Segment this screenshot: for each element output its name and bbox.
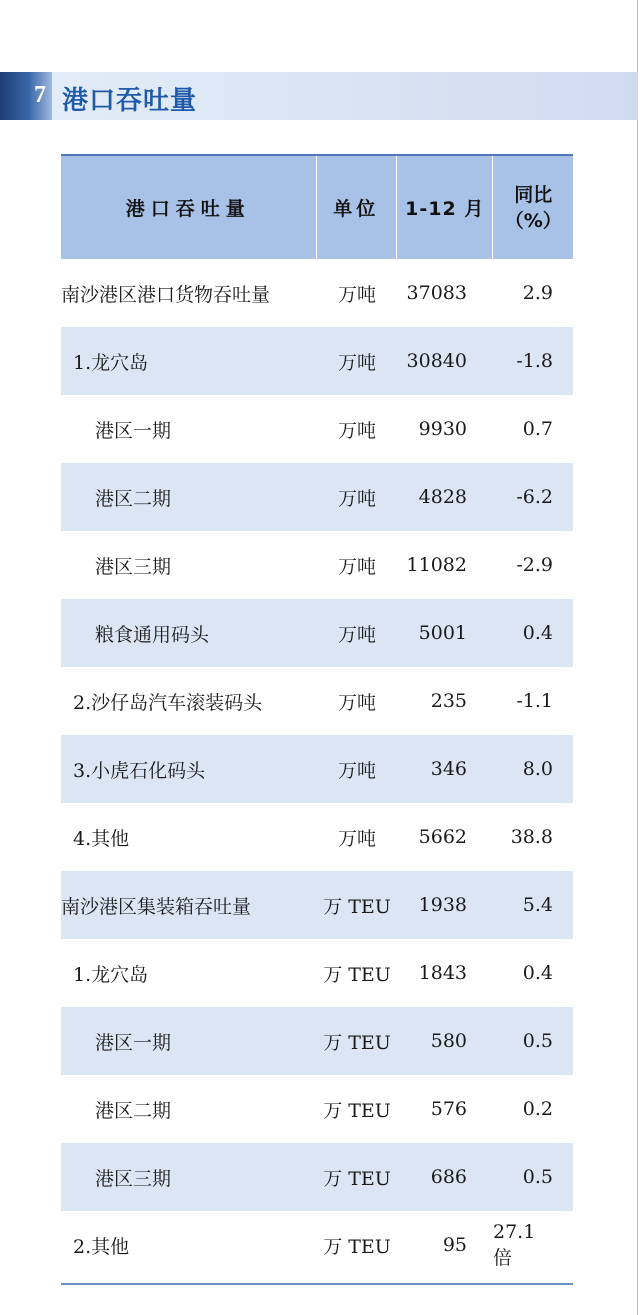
row-item: 1.龙穴岛 <box>73 351 149 374</box>
row-item: 港区三期 <box>95 555 172 578</box>
table-row <box>61 395 573 463</box>
row-yoy: 5.4 <box>522 894 553 916</box>
row-item: 3.小虎石化码头 <box>73 759 206 782</box>
row-unit: 万吨 <box>337 487 376 510</box>
row-value: 686 <box>430 1166 467 1188</box>
row-item: 2.其他 <box>73 1235 130 1258</box>
header-yoy <box>493 156 573 259</box>
table-row <box>61 1007 573 1075</box>
header-unit: 单位 <box>317 156 398 259</box>
row-value: 576 <box>430 1098 467 1120</box>
table-row <box>61 667 573 735</box>
page-edge-rule <box>637 0 638 1315</box>
table-row <box>61 939 573 1007</box>
row-yoy: 0.4 <box>522 962 553 984</box>
table-row <box>61 1075 573 1143</box>
row-yoy: 0.7 <box>522 418 553 440</box>
row-item: 港区二期 <box>95 487 172 510</box>
row-item: 2.沙仔岛汽车滚装码头 <box>73 691 263 714</box>
table-row <box>61 463 573 531</box>
row-yoy: -1.1 <box>516 690 553 712</box>
row-value: 580 <box>430 1030 467 1052</box>
table-row <box>61 599 573 667</box>
row-item: 1.龙穴岛 <box>73 963 149 986</box>
header-period: 1-12 月 <box>397 156 493 259</box>
section-number: 7 <box>34 82 46 108</box>
row-unit: 万吨 <box>337 283 376 306</box>
row-unit: 万吨 <box>337 623 376 646</box>
row-unit: 万吨 <box>337 555 376 578</box>
row-item: 南沙港区集装箱吞吐量 <box>61 895 252 918</box>
header-yoy-line2: （%） <box>504 209 562 232</box>
row-value: 30840 <box>406 350 467 372</box>
row-unit: 万吨 <box>337 759 376 782</box>
section-tab <box>0 72 52 120</box>
row-yoy: 38.8 <box>510 826 553 848</box>
row-unit: 万 TEU <box>323 1167 391 1190</box>
row-value: 9930 <box>418 418 467 440</box>
row-unit: 万吨 <box>337 419 376 442</box>
row-value: 5662 <box>418 826 467 848</box>
row-unit: 万 TEU <box>323 1235 391 1258</box>
section-title: 港口吞吐量 <box>62 86 198 116</box>
row-yoy: 0.4 <box>522 622 553 644</box>
row-value: 4828 <box>418 486 467 508</box>
row-value: 346 <box>430 758 467 780</box>
row-yoy: -6.2 <box>516 486 553 508</box>
table-row <box>61 531 573 599</box>
row-yoy: 2.9 <box>522 282 553 304</box>
row-item: 港区一期 <box>95 419 172 442</box>
row-value: 235 <box>430 690 467 712</box>
table-row <box>61 1143 573 1211</box>
row-item: 港区三期 <box>95 1167 172 1190</box>
row-unit: 万 TEU <box>323 895 391 918</box>
row-value: 1843 <box>418 962 467 984</box>
table-bottom-rule <box>61 1283 573 1285</box>
table-row <box>61 327 573 395</box>
table-header <box>61 154 573 259</box>
table-row <box>61 259 573 327</box>
row-yoy: 8.0 <box>522 758 553 780</box>
row-item: 粮食通用码头 <box>95 623 210 646</box>
section-header <box>0 72 638 120</box>
row-unit: 万吨 <box>337 351 376 374</box>
row-value: 11082 <box>406 554 467 576</box>
row-unit: 万吨 <box>337 691 376 714</box>
row-yoy: 0.5 <box>522 1030 553 1052</box>
row-yoy: -2.9 <box>516 554 553 576</box>
row-item: 南沙港区港口货物吞吐量 <box>61 283 271 306</box>
row-unit: 万 TEU <box>323 963 391 986</box>
row-yoy: 0.5 <box>522 1166 553 1188</box>
row-unit: 万 TEU <box>323 1031 391 1054</box>
table-row <box>61 735 573 803</box>
row-value: 1938 <box>418 894 467 916</box>
table-row <box>61 871 573 939</box>
row-yoy: -1.8 <box>516 350 553 372</box>
table-row <box>61 1211 573 1279</box>
row-yoy: 0.2 <box>522 1098 553 1120</box>
header-item: 港口吞吐量 <box>61 156 317 259</box>
row-yoy: 27.1 倍 <box>493 1220 536 1269</box>
row-unit: 万 TEU <box>323 1099 391 1122</box>
table-row <box>61 803 573 871</box>
row-value: 37083 <box>406 282 467 304</box>
row-item: 4.其他 <box>73 827 130 850</box>
row-item: 港区二期 <box>95 1099 172 1122</box>
throughput-table <box>61 154 573 1285</box>
header-yoy-line1: 同比 <box>514 183 553 206</box>
row-item: 港区一期 <box>95 1031 172 1054</box>
row-value: 5001 <box>418 622 467 644</box>
row-unit: 万吨 <box>337 827 376 850</box>
row-value: 95 <box>442 1234 467 1256</box>
